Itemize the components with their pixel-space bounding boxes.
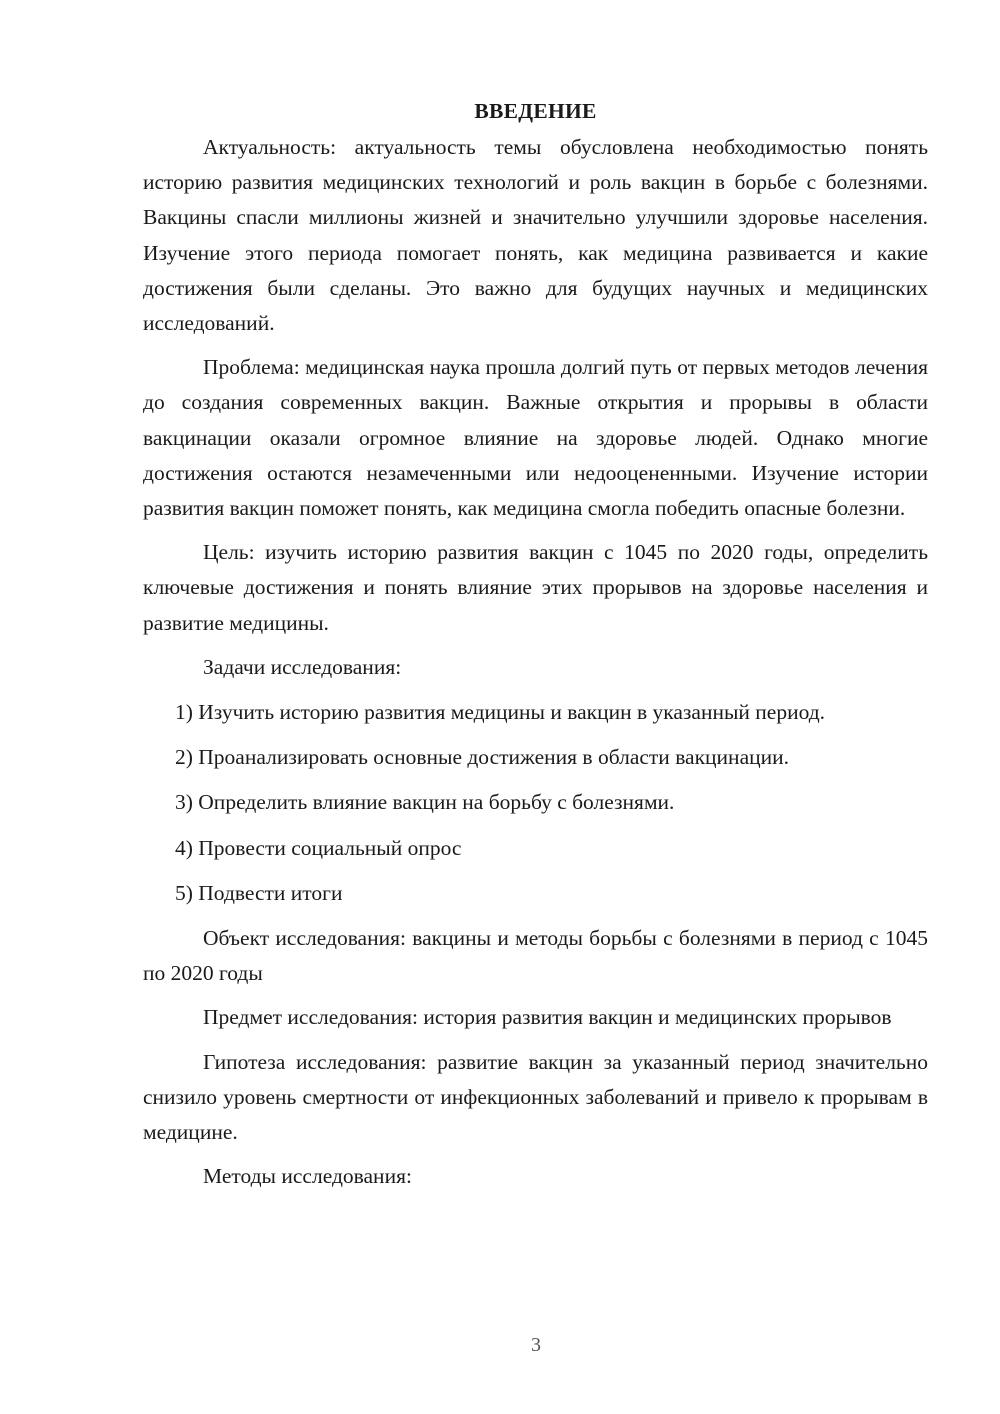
list-item: 4) Провести социальный опрос xyxy=(175,835,462,860)
relevance-paragraph: Актуальность: актуальность темы обусловлена необходимостью понять историю развития медицинских технологий и роль вакцин в борьбе с болезнями. Вакцины спасли миллионы жизней и значительно улучшили здоровье населения. Изучение этого периода помогает понять, как медицина развивается и какие достижения были сделаны. Это важно для будущих научных и медицинских исследований. xyxy=(143,135,928,336)
list-item: 3) Определить влияние вакцин на борьбу с болезнями. xyxy=(175,790,675,815)
subject-paragraph: Предмет исследования: история развития вакцин и медицинских прорывов xyxy=(203,1005,892,1030)
document-page xyxy=(143,96,928,1204)
list-item: 2) Проанализировать основные достижения в области вакцинации. xyxy=(175,745,789,770)
object-paragraph: Объект исследования: вакцины и методы борьбы с болезнями в период с 1045 по 2020 годы xyxy=(143,926,928,986)
tasks-heading: Задачи исследования: xyxy=(203,654,402,679)
list-item: 1) Изучить историю развития медицины и вакцин в указанный период. xyxy=(175,700,826,725)
methods-heading: Методы исследования: xyxy=(203,1164,412,1189)
page-title: ВВЕДЕНИЕ xyxy=(474,99,597,123)
hypothesis-paragraph: Гипотеза исследования: развитие вакцин за указанный период значительно снизило уровень смертности от инфекционных заболеваний и привело к прорывам в медицине. xyxy=(143,1049,928,1145)
tasks-list xyxy=(143,695,928,911)
list-item: 5) Подвести итоги xyxy=(175,880,343,905)
problem-paragraph: Проблема: медицинская наука прошла долгий путь от первых методов лечения до создания современных вакцин. Важные открытия и прорывы в области вакцинации оказали огромное влияние на здоровье людей. Однако многие достижения остаются незамеченными или недооцененными. Изучение истории развития вакцин поможет понять, как медицина смогла победить опасные болезни. xyxy=(143,355,928,521)
page-number: 3 xyxy=(531,1334,541,1356)
goal-paragraph: Цель: изучить историю развития вакцин с 1045 по 2020 годы, определить ключевые достижения и понять влияние этих прорывов на здоровье населения и развитие медицины. xyxy=(143,540,928,635)
